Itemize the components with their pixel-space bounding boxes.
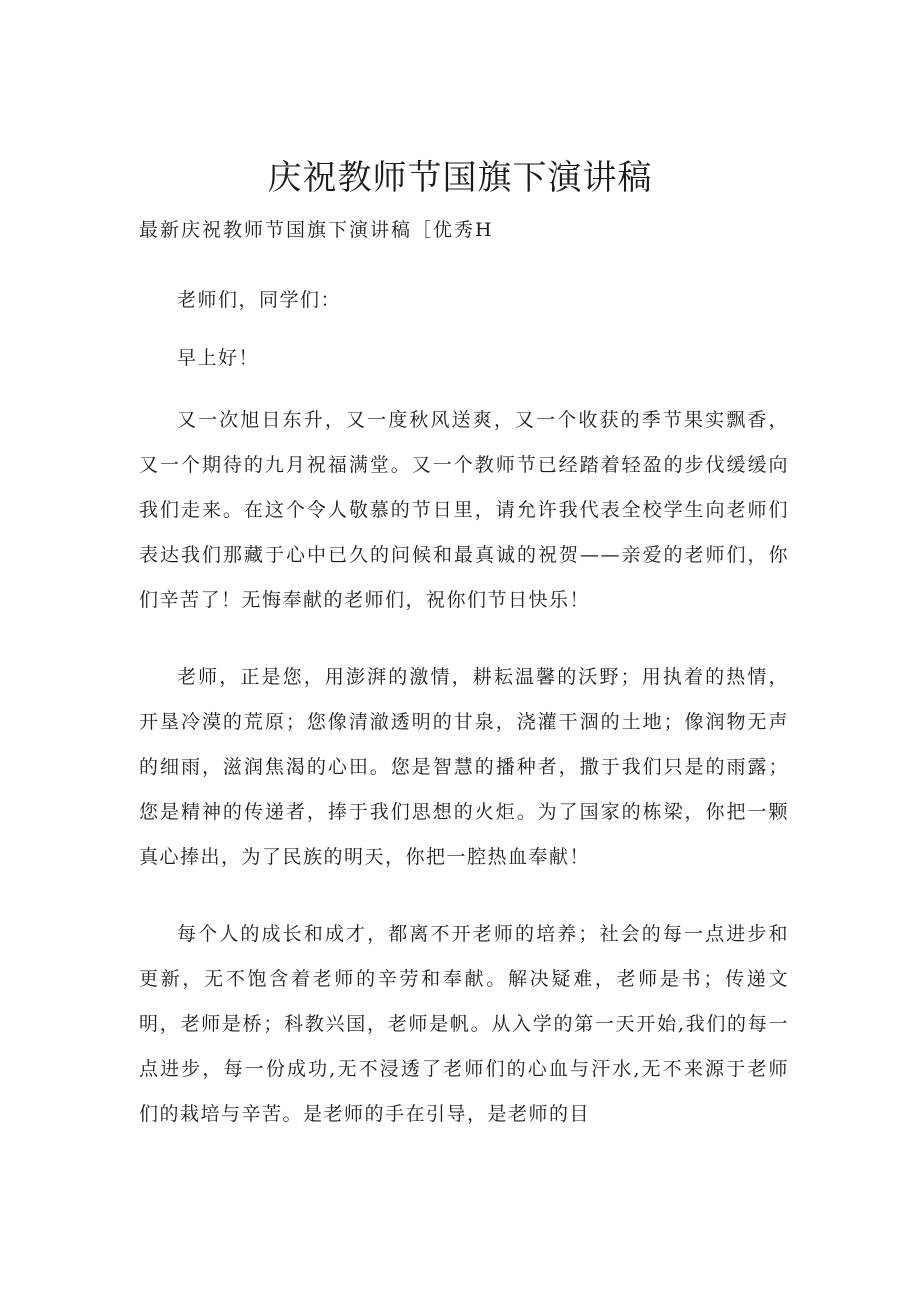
paragraph-opening: 又一次旭日东升，又一度秋风送爽，又一个收获的季节果实飘香，又一个期待的九月祝福满堂。又一个教师节已经踏着轻盈的步伐缓缓向我们走来。在这个令人敬慕的节日里，请允许我代表全校学生向老师们表达我们那藏于心中已久的问候和最真诚的祝贺——亲爱的老师们，你们辛苦了！无悔奉献的老师们，祝你们节日快乐！ [139, 409, 789, 611]
paragraph-morning: 早上好！ [177, 347, 260, 369]
paragraph-praise: 老师，正是您，用澎湃的激情，耕耘温馨的沃野；用执着的热情，开垦冷漠的荒原；您像清澈透明的甘泉，浇灌干涸的土地；像润物无声的细雨，滋润焦渴的心田。您是智慧的播种者，撒于我们只是的雨露；您是精神的传递者，捧于我们思想的火炬。为了国家的栋梁，你把一颗真心捧出，为了民族的明天，你把一腔热血奉献！ [139, 666, 789, 868]
document-subtitle: 最新庆祝教师节国旗下演讲稿［优秀H [139, 219, 494, 241]
paragraph-greeting: 老师们，同学们： [177, 289, 342, 311]
paragraph-growth: 每个人的成长和成才，都离不开老师的培养；社会的每一点进步和更新，无不饱含着老师的辛劳和奉献。解决疑难，老师是书；传递文明，老师是桥；科教兴国，老师是帆。从入学的第一天开始,我们的每一点进步，每一份成功,无不浸透了老师们的心血与汗水,无不来源于老师们的栽培与辛苦。是老师的手在引导，是老师的目 [139, 923, 789, 1125]
document-title: 庆祝教师节国旗下演讲稿 [267, 158, 653, 198]
